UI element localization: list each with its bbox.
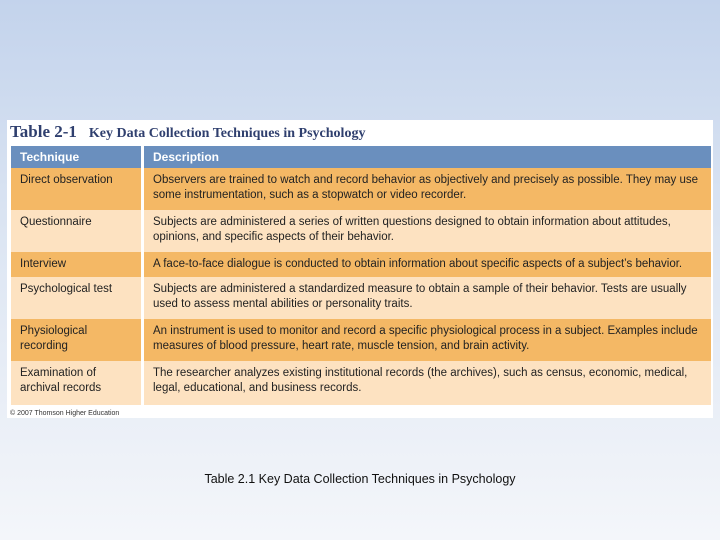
description-cell: Subjects are administered a standardized measure to obtain a sample of their behavior. Tests are usually used to assess mental abilities or personality traits.: [144, 277, 711, 319]
description-cell: Observers are trained to watch and record behavior as objectively and precisely as possible. They may use some instrumentation, such as a stopwatch or video recorder.: [144, 168, 711, 210]
table-row: [11, 210, 711, 252]
table-panel: [7, 120, 713, 418]
table-row: [11, 168, 711, 210]
description-cell: A face-to-face dialogue is conducted to obtain information about specific aspects of a subject’s behavior.: [144, 252, 711, 277]
table-row: [11, 361, 711, 405]
technique-cell: Direct observation: [11, 168, 144, 210]
technique-cell: Examination of archival records: [11, 361, 144, 405]
data-collection-table: [11, 146, 711, 405]
column-header-description: Description: [144, 146, 711, 168]
table-header-row: [11, 146, 711, 168]
description-cell: Subjects are administered a series of written questions designed to obtain information about attitudes, opinions, and specific aspects of their behavior.: [144, 210, 711, 252]
table-number: Table 2-1: [10, 122, 77, 141]
technique-cell: Interview: [11, 252, 144, 277]
column-header-technique: Technique: [11, 146, 144, 168]
table-title: Key Data Collection Techniques in Psychology: [88, 126, 366, 141]
table-row: [11, 277, 711, 319]
copyright-notice: © 2007 Thomson Higher Education: [10, 410, 120, 417]
technique-cell: Questionnaire: [11, 210, 144, 252]
technique-cell: Physiological recording: [11, 319, 144, 361]
table-row: [11, 252, 711, 277]
technique-cell: Psychological test: [11, 277, 144, 319]
description-cell: The researcher analyzes existing institutional records (the archives), such as census, economic, medical, legal, educational, and business records.: [144, 361, 711, 405]
table-heading: [10, 122, 365, 144]
description-cell: An instrument is used to monitor and record a specific physiological process in a subject. Examples include measures of blood pressure, heart rate, muscle tension, and brain activity.: [144, 319, 711, 361]
slide-caption: Table 2.1 Key Data Collection Techniques in Psychology: [204, 472, 516, 486]
table-row: [11, 319, 711, 361]
